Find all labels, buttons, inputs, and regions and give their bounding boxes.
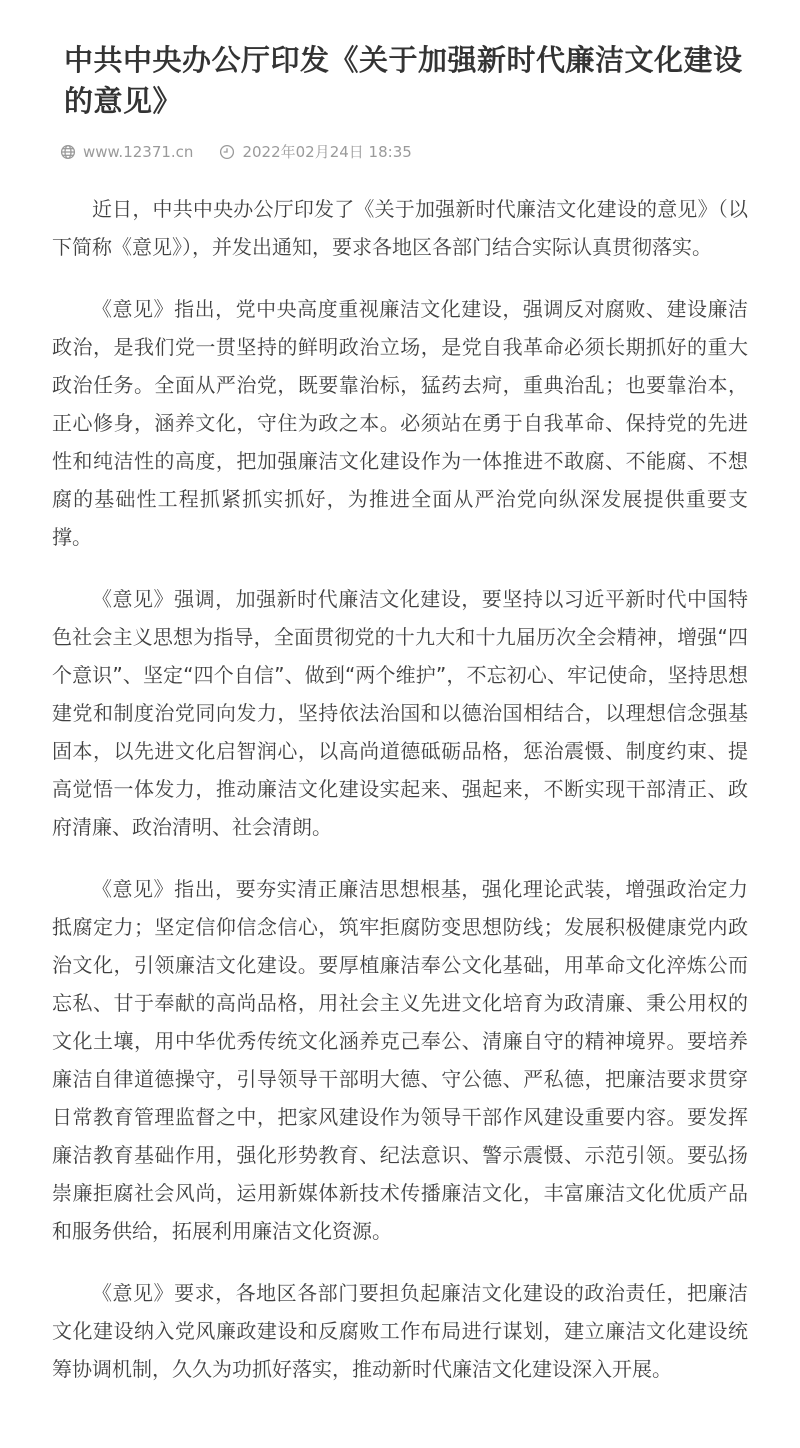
clock-icon xyxy=(219,144,235,160)
source-label: www.12371.cn xyxy=(83,142,194,161)
article-paragraph: 近日，中共中央办公厅印发了《关于加强新时代廉洁文化建设的意见》（以下简称《意见》），并发出通知，要求各地区各部门结合实际认真贯彻落实。 xyxy=(52,197,748,260)
article-paragraph: 《意见》强调，加强新时代廉洁文化建设，要坚持以习近平新时代中国特色社会主义思想为指导，全面贯彻党的十九大和十九届历次全会精神，增强“四个意识”、坚定“四个自信”、做到“两个维护”，不忘初心、牢记使命，坚持思想建党和制度治党同向发力，坚持依法治国和以德治国相结合，以理想信念强基固本，以先进文化启智润心，以高尚道德砥砺品格，惩治震慑、制度约束、提高觉悟一体发力，推动廉洁文化建设实起来、强起来，不断实现干部清正、政府清廉、政治清明、社会清朗。 xyxy=(52,587,748,840)
globe-icon xyxy=(60,144,76,160)
source-item xyxy=(60,143,193,161)
article-paragraph: 《意见》要求，各地区各部门要担负起廉洁文化建设的政治责任，把廉洁文化建设纳入党风廉政建设和反腐败工作布局进行谋划，建立廉洁文化建设统筹协调机制，久久为功抓好落实，推动新时代廉洁文化建设深入开展。 xyxy=(52,1281,748,1382)
datetime-item xyxy=(219,141,411,162)
article-paragraph: 《意见》指出，党中央高度重视廉洁文化建设，强调反对腐败、建设廉洁政治，是我们党一贯坚持的鲜明政治立场，是党自我革命必须长期抓好的重大政治任务。全面从严治党，既要靠治标，猛药去疴，重典治乱；也要靠治本，正心修身，涵养文化，守住为政之本。必须站在勇于自我革命、保持党的先进性和纯洁性的高度，把加强廉洁文化建设作为一体推进不敢腐、不能腐、不想腐的基础性工程抓紧抓实抓好，为推进全面从严治党向纵深发展提供重要支撑。 xyxy=(52,297,748,550)
article-body xyxy=(52,190,748,1388)
page-title: 中共中央办公厅印发《关于加强新时代廉洁文化建设的意见》 xyxy=(64,43,743,118)
publish-datetime: 2022年02月24日 18:35 xyxy=(242,143,412,162)
article-meta xyxy=(60,141,748,162)
article-paragraph: 《意见》指出，要夯实清正廉洁思想根基，强化理论武装，增强政治定力抵腐定力；坚定信仰信念信心，筑牢拒腐防变思想防线；发展积极健康党内政治文化，引领廉洁文化建设。要厚植廉洁奉公文化基础，用革命文化淬炼公而忘私、甘于奉献的高尚品格，用社会主义先进文化培育为政清廉、秉公用权的文化土壤，用中华优秀传统文化涵养克己奉公、清廉自守的精神境界。要培养廉洁自律道德操守，引导领导干部明大德、守公德、严私德，把廉洁要求贯穿日常教育管理监督之中，把家风建设作为领导干部作风建设重要内容。要发挥廉洁教育基础作用，强化形势教育、纪法意识、警示震慑、示范引领。要弘扬崇廉拒腐社会风尚，运用新媒体新技术传播廉洁文化，丰富廉洁文化优质产品和服务供给，拓展利用廉洁文化资源。 xyxy=(52,877,748,1244)
